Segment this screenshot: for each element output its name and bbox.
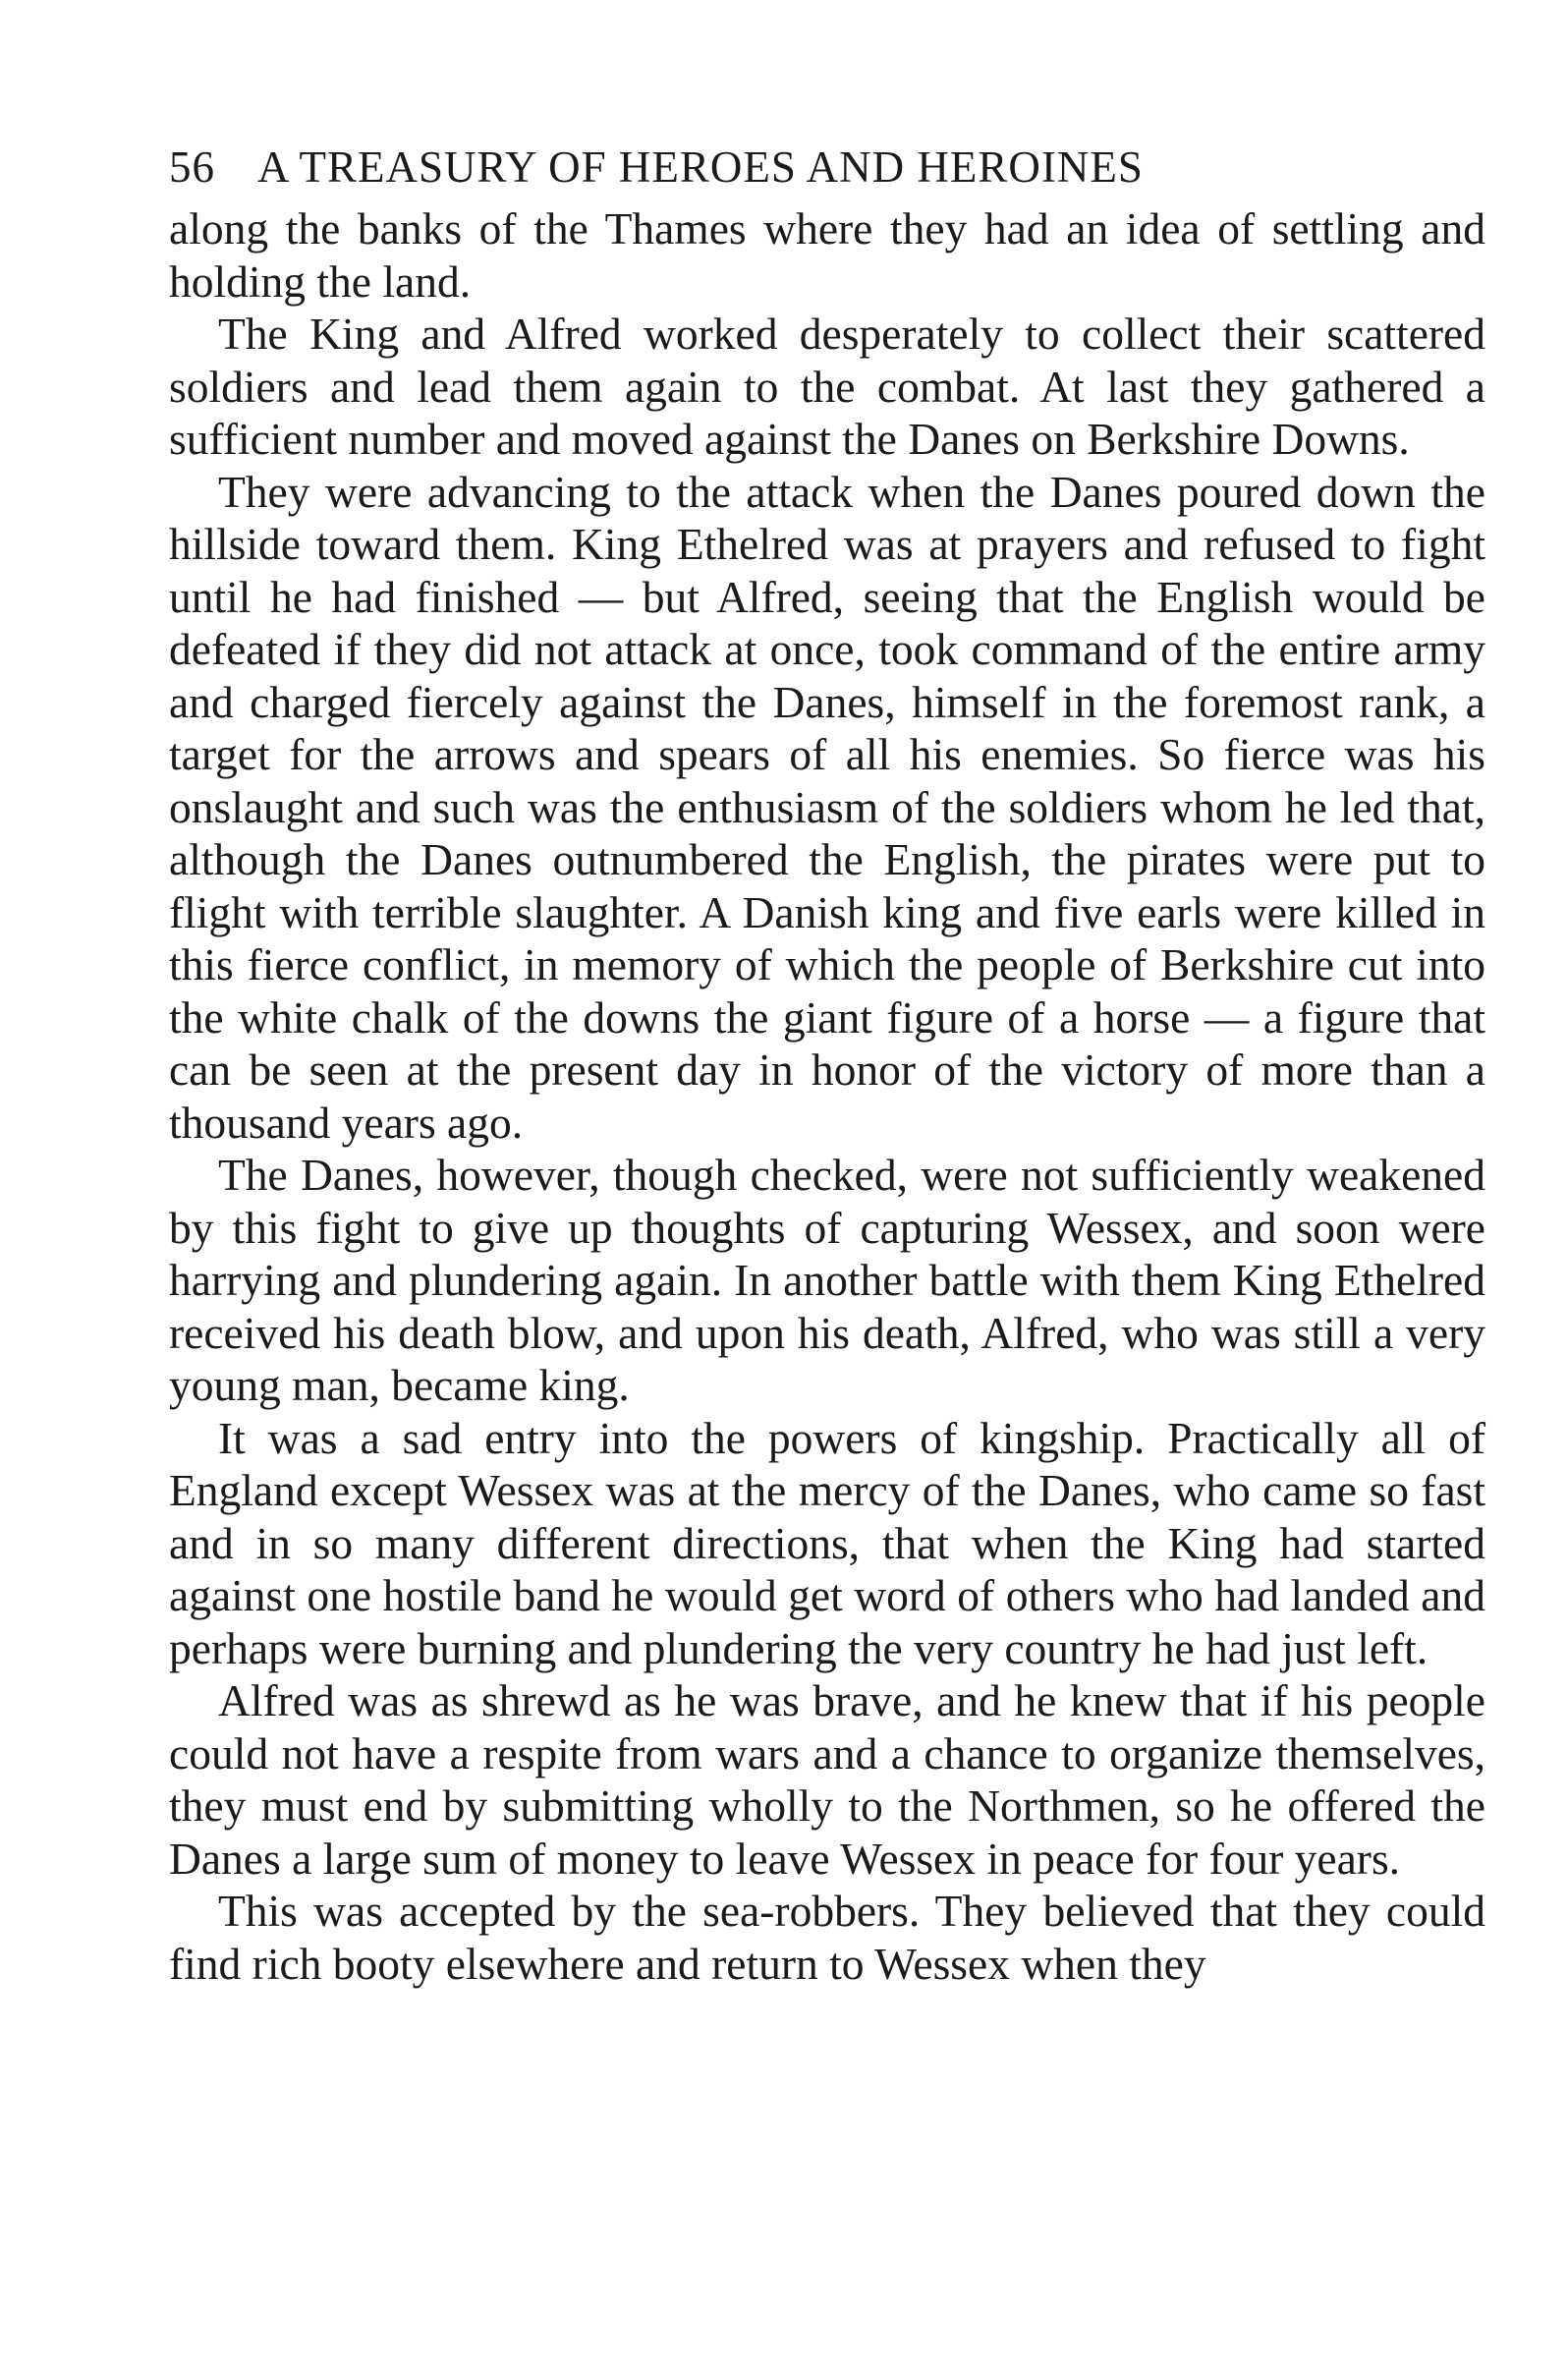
paragraph-continued: along the banks of the Thames where they had an idea of settling and holding the land. (169, 203, 1485, 307)
body-text (169, 202, 1485, 1990)
page-number: 56 (169, 142, 215, 192)
paragraph: It was a sad entry into the powers of kingship. Practically all of England except Wessex was at the mercy of the Danes, who came so fast and in so many different directions, that when the King had started against one hostile band he would get word of others who had landed and perhaps were burning and plundering the very country he had just left. (169, 1412, 1485, 1673)
paragraph: They were advancing to the attack when the Danes poured down the hillside toward them. King Ethelred was at prayers and refused to fight until he had finished — but Alfred, seeing that the English would be defeated if they did not attack at once, took command of the entire army and charged fiercely against the Danes, himself in the foremost rank, a target for the arrows and spears of all his enemies. So fierce was his onslaught and such was the enthusiasm of the soldiers whom he led that, although the Danes outnumbered the English, the pirates were put to flight with terrible slaughter. A Danish king and five earls were killed in this fierce conflict, in memory of which the people of Berkshire cut into the white chalk of the downs the giant figure of a horse — a figure that can be seen at the present day in honor of the victory of more than a thousand years ago. (169, 466, 1485, 1148)
running-title: A TREASURY OF HEROES AND HEROINES (257, 142, 1144, 192)
running-head (169, 138, 1485, 197)
paragraph: The King and Alfred worked desperately to collect their scattered soldiers and lead them again to the combat. At last they gathered a sufficient number and moved against the Danes on Berkshire Downs. (169, 309, 1485, 464)
paragraph: This was accepted by the sea-robbers. They believed that they could find rich booty elsewhere and return to Wessex when they (169, 1886, 1485, 1989)
paragraph: The Danes, however, though checked, were not sufficiently weakened by this fight to give up thoughts of capturing Wessex, and soon were harrying and plundering again. In another battle with them King Ethelred received his death blow, and upon his death, Alfred, who was still a very young man, became king. (169, 1150, 1485, 1410)
book-page (169, 138, 1485, 1990)
paragraph: Alfred was as shrewd as he was brave, and he knew that if his people could not have a respite from wars and a chance to organize themselves, they must end by submitting wholly to the Northmen, so he offered the Danes a large sum of money to leave Wessex in peace for four years. (169, 1675, 1485, 1884)
